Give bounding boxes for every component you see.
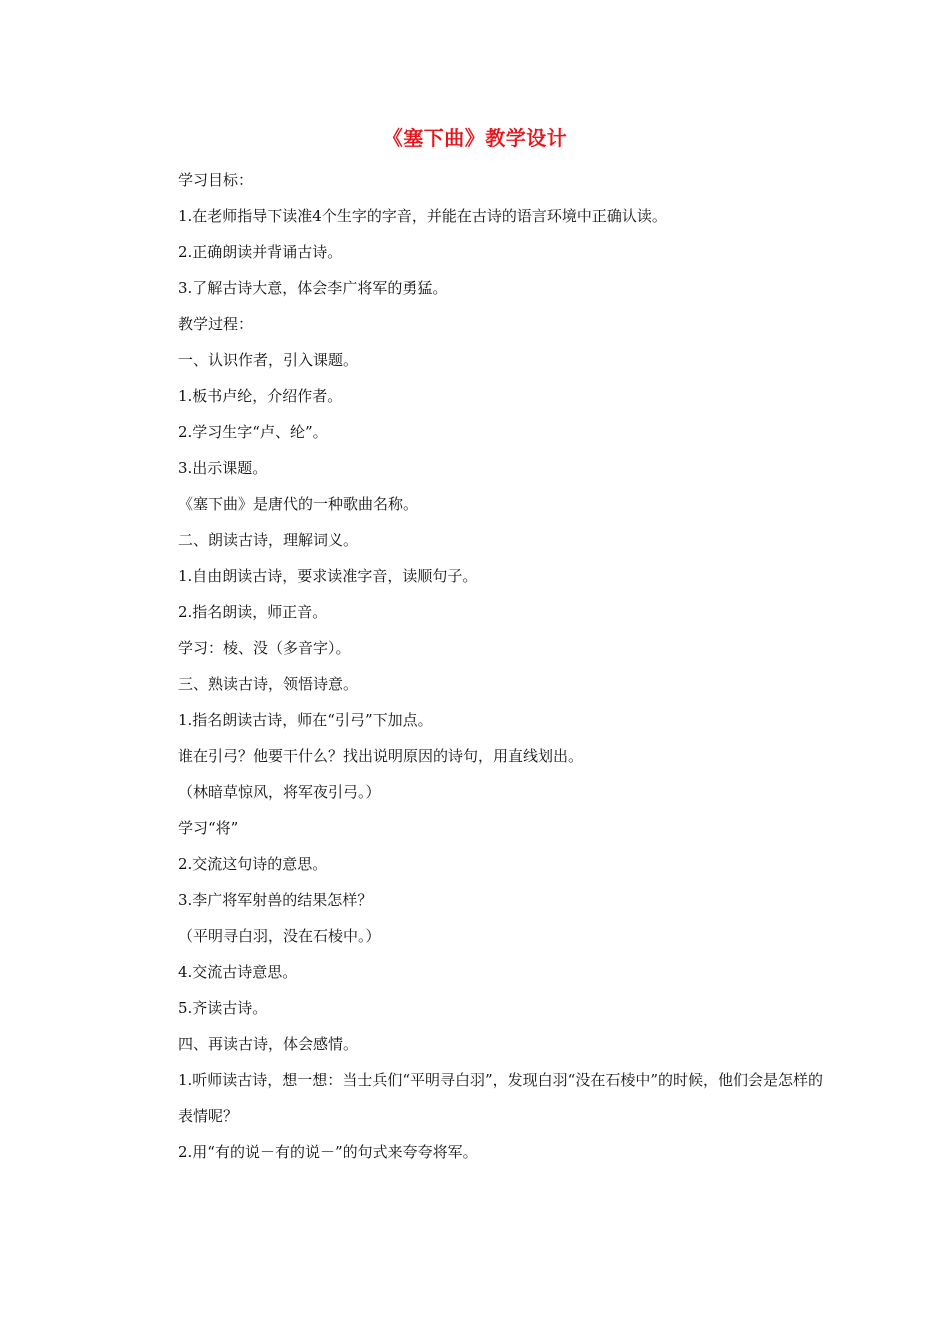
paragraph: 一、认识作者，引入课题。 — [178, 351, 359, 369]
paragraph: 5.齐读古诗。 — [178, 999, 268, 1017]
paragraph: 1.自由朗读古诗，要求读准字音，读顺句子。 — [178, 567, 478, 585]
paragraph: 学习：棱、没（多音字）。 — [178, 639, 351, 657]
paragraph: 谁在引弓？他要干什么？找出说明原因的诗句，用直线划出。 — [178, 747, 584, 765]
paragraph: 2.用“有的说－有的说－”的句式来夸夸将军。 — [178, 1143, 478, 1161]
paragraph: 3.出示课题。 — [178, 459, 268, 477]
paragraph: 2.交流这句诗的意思。 — [178, 855, 328, 873]
paragraph: 学习“将” — [178, 819, 239, 837]
paragraph: 1.在老师指导下读准4个生字的字音，并能在古诗的语言环境中正确认读。 — [178, 207, 667, 225]
paragraph: 1.指名朗读古诗，师在“引弓”下加点。 — [178, 711, 433, 729]
paragraph: 3.李广将军射兽的结果怎样？ — [178, 891, 373, 909]
paragraph: 4.交流古诗意思。 — [178, 963, 298, 981]
paragraph: 教学过程： — [178, 315, 254, 333]
paragraph: 四、再读古诗，体会感情。 — [178, 1035, 359, 1053]
paragraph: 2.正确朗读并背诵古诗。 — [178, 243, 343, 261]
paragraph: 1.听师读古诗，想一想：当士兵们“平明寻白羽”，发现白羽“没在石棱中”的时候，他们会是怎样的表情呢？ — [178, 1071, 823, 1125]
paragraph: 三、熟读古诗，领悟诗意。 — [178, 675, 359, 693]
paragraph: 《塞下曲》是唐代的一种歌曲名称。 — [178, 495, 419, 513]
paragraph: 学习目标： — [178, 171, 254, 189]
paragraph: 1.板书卢纶，介绍作者。 — [178, 387, 343, 405]
paragraph: 3.了解古诗大意，体会李广将军的勇猛。 — [178, 279, 448, 297]
paragraph: （林暗草惊风，将军夜引弓。） — [178, 783, 381, 801]
document-title: 《塞下曲》教学设计 — [382, 126, 568, 150]
paragraph: 2.学习生字“卢、纶”。 — [178, 423, 328, 441]
document-body — [145, 162, 825, 1170]
paragraph: 二、朗读古诗，理解词义。 — [178, 531, 359, 549]
paragraph: （平明寻白羽，没在石棱中。） — [178, 927, 381, 945]
paragraph: 2.指名朗读，师正音。 — [178, 603, 328, 621]
